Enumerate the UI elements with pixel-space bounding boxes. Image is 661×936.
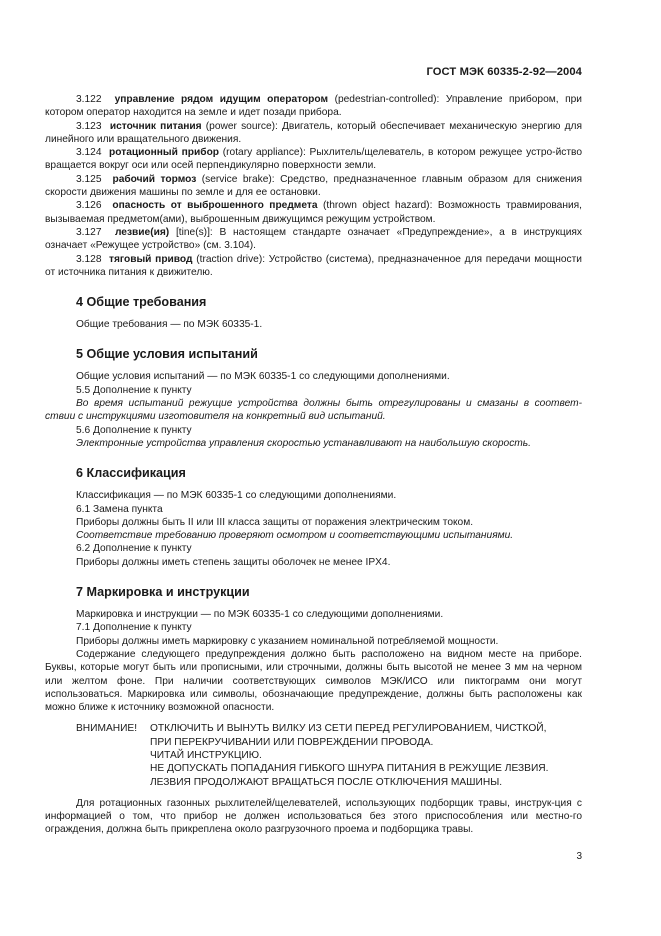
clause-5-6: 5.6 Дополнение к пункту	[76, 424, 192, 436]
warning-line: НЕ ДОПУСКАТЬ ПОПАДАНИЯ ГИБКОГО ШНУРА ПИТАНИЯ В РЕЖУЩИЕ ЛЕЗВИЯ.	[150, 763, 549, 775]
clause-6-1: 6.1 Замена пункта	[76, 503, 163, 515]
section-4-heading: 4 Общие требования	[76, 295, 207, 310]
clause-6-1-compliance: Соответствие требованию проверяют осмотром и соответствующими испытаниями.	[76, 530, 514, 542]
definition-3-122: 3.122 управление рядом идущим оператором (pedestrian-controlled): Управление прибором, при котором оператор находится на земле и идет позади прибора.	[45, 94, 582, 119]
clause-5-5: 5.5 Дополнение к пункту	[76, 384, 192, 396]
section-6-heading: 6 Классификация	[76, 466, 186, 481]
section-6-intro: Классификация — по МЭК 60335-1 со следующими дополнениями.	[76, 490, 397, 502]
warning-label: ВНИМАНИЕ!	[76, 723, 138, 735]
definition-3-123: 3.123 источник питания (power source): Двигатель, который обеспечивает механическую энергию для линейного или вращательного движения.	[45, 120, 582, 145]
definition-3-127: 3.127 лезвие(ия) [tine(s)]: В настоящем стандарте означает «Предупреждение», а в инструкциях означает «Режущее устройство» (см. 3.104).	[45, 226, 582, 252]
warning-block	[45, 722, 582, 788]
definition-3-126: 3.126 опасность от выброшенного предмета (thrown object hazard): Возможность травмирования, вызываемая предметом(ами), выброшенным движущимся режущим устройством.	[45, 200, 582, 225]
warning-line: ЧИТАЙ ИНСТРУКЦИЮ.	[150, 749, 262, 761]
section-5-heading: 5 Общие условия испытаний	[76, 347, 258, 362]
definition-3-125: 3.125 рабочий тормоз (service brake): Средство, предназначенное главным образом для снижения скорости движения машины по земле и для ее остановки.	[45, 173, 582, 199]
warning-line: ОТКЛЮЧИТЬ И ВЫНУТЬ ВИЛКУ ИЗ СЕТИ ПЕРЕД РЕГУЛИРОВАНИЕМ, ЧИСТКОЙ,	[150, 723, 547, 735]
clause-7-1: 7.1 Дополнение к пункту	[76, 622, 192, 634]
section-7-intro: Маркировка и инструкции — по МЭК 60335-1 со следующими дополнениями.	[76, 609, 444, 621]
section-4-text: Общие требования — по МЭК 60335-1.	[76, 319, 263, 331]
warning-line: ПРИ ПЕРЕКРУЧИВАНИИ ИЛИ ПОВРЕЖДЕНИИ ПРОВОДА.	[150, 736, 434, 748]
clause-5-6-text: Электронные устройства управления скоростью устанавливают на наибольшую скорость.	[76, 437, 531, 449]
standard-header: ГОСТ МЭК 60335-2-92—2004	[426, 66, 582, 78]
page-content	[45, 93, 582, 837]
clause-6-1-text: Приборы должны быть II или III класса защиты от поражения электрическим током.	[76, 516, 474, 528]
section-7-heading: 7 Маркировка и инструкции	[76, 585, 250, 600]
grass-collector-text: Для ротационных газонных рыхлителей/щелевателей, использующих подборщик травы, инструк-ция с информацией о том, что прибор не должен использоваться без этого приспособления или местно-го ограждения, должна быть прикреплена около разгрузочного проема и подборщика травы.	[45, 797, 582, 836]
warning-lines	[150, 722, 582, 788]
definition-3-128: 3.128 тяговый привод (traction drive): Устройство (система), предназначенное для передачи мощности от источника питания к движителю.	[45, 253, 582, 278]
definition-3-124: 3.124 ротационный прибор (rotary appliance): Рыхлитель/щелеватель, в котором режущее устро-йство вращается вокруг оси или осей перпендикулярно поверхности земли.	[45, 147, 582, 172]
clause-6-2: 6.2 Дополнение к пункту	[76, 543, 192, 555]
clause-5-5-text: Во время испытаний режущие устройства должны быть отрегулированы и смазаны в соответ-ствии с инструкциями изготовителя на конкретный вид испытаний.	[45, 398, 582, 423]
warning-placement-text: Содержание следующего предупреждения должно быть расположено на видном месте на приборе. Буквы, которые могут быть или прописными, или строчными, должны быть высотой не менее 3 мм на черном или желтом фоне. При наличии соответствующих символов МЭК/ИСО или пиктограмм они могут использоваться. Маркировка или символы, обозначающие предупреждение, должны быть расположены как можно ближе к источнику возможной опасности.	[45, 648, 582, 714]
section-5-intro: Общие условия испытаний — по МЭК 60335-1 со следующими дополнениями.	[76, 371, 450, 383]
clause-7-1-text: Приборы должны иметь маркировку с указанием номинальной потребляемой мощности.	[76, 635, 499, 647]
clause-6-2-text: Приборы должны иметь степень защиты оболочек не менее IPX4.	[76, 556, 391, 568]
warning-line: ЛЕЗВИЯ ПРОДОЛЖАЮТ ВРАЩАТЬСЯ ПОСЛЕ ОТКЛЮЧЕНИЯ МАШИНЫ.	[150, 776, 503, 788]
page-number: 3	[576, 851, 582, 862]
